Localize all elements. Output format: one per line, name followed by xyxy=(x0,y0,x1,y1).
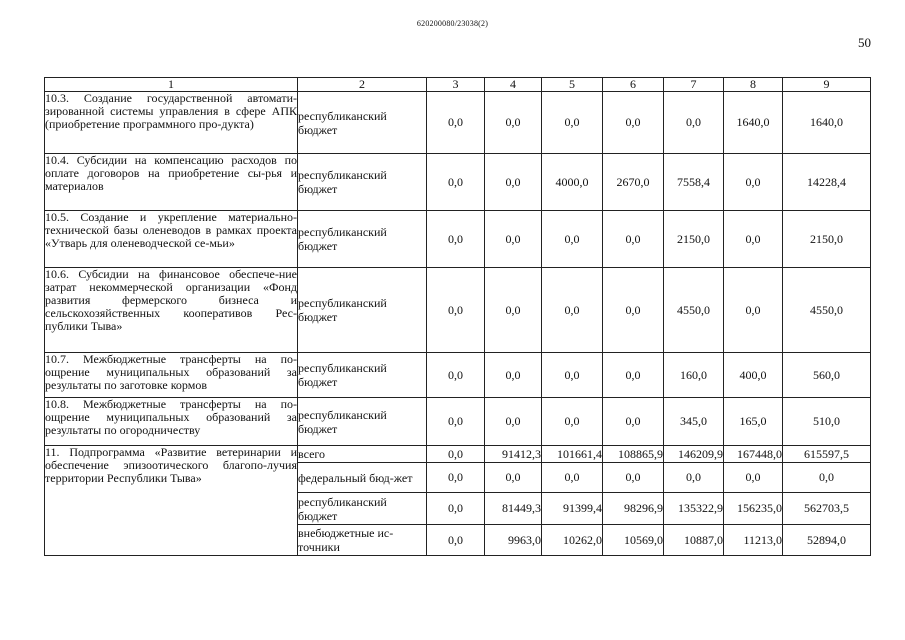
value-cell: 0,0 xyxy=(724,211,783,268)
value-cell: 0,0 xyxy=(542,463,603,493)
value-cell: 0,0 xyxy=(603,353,664,398)
value-cell: 10887,0 xyxy=(664,525,724,556)
value-cell: 11213,0 xyxy=(724,525,783,556)
value-cell: 2670,0 xyxy=(603,154,664,211)
value-cell: 10569,0 xyxy=(603,525,664,556)
value-cell: 562703,5 xyxy=(783,493,871,525)
column-header: 3 xyxy=(427,78,485,92)
funding-source: всего xyxy=(298,446,427,463)
value-cell: 0,0 xyxy=(427,353,485,398)
column-header: 7 xyxy=(664,78,724,92)
value-cell: 156235,0 xyxy=(724,493,783,525)
value-cell: 345,0 xyxy=(664,398,724,446)
value-cell: 91399,4 xyxy=(542,493,603,525)
value-cell: 0,0 xyxy=(724,463,783,493)
value-cell: 2150,0 xyxy=(783,211,871,268)
item-name: 10.7. Межбюджетные трансферты на по-ощрение муниципальных образований за результаты по заготовке кормов xyxy=(45,353,298,398)
value-cell: 0,0 xyxy=(542,92,603,154)
subprogram-name: 11. Подпрограмма «Развитие ветеринарии и обеспечение эпизоотического благопо-лучия территории Республики Тыва» xyxy=(45,446,298,556)
subprogram-row xyxy=(45,446,871,463)
value-cell: 101661,4 xyxy=(542,446,603,463)
value-cell: 0,0 xyxy=(603,398,664,446)
funding-source: федеральный бюд-жет xyxy=(298,463,427,493)
value-cell: 0,0 xyxy=(724,268,783,353)
value-cell: 0,0 xyxy=(427,154,485,211)
value-cell: 0,0 xyxy=(724,154,783,211)
value-cell: 0,0 xyxy=(485,398,542,446)
value-cell: 0,0 xyxy=(542,398,603,446)
value-cell: 0,0 xyxy=(427,92,485,154)
funding-source: внебюджетные ис-точники xyxy=(298,525,427,556)
value-cell: 510,0 xyxy=(783,398,871,446)
value-cell: 0,0 xyxy=(427,211,485,268)
value-cell: 10262,0 xyxy=(542,525,603,556)
value-cell: 615597,5 xyxy=(783,446,871,463)
column-header: 5 xyxy=(542,78,603,92)
value-cell: 91412,3 xyxy=(485,446,542,463)
value-cell: 1640,0 xyxy=(724,92,783,154)
value-cell: 108865,9 xyxy=(603,446,664,463)
value-cell: 4550,0 xyxy=(783,268,871,353)
value-cell: 0,0 xyxy=(542,353,603,398)
value-cell: 560,0 xyxy=(783,353,871,398)
document-id: 620200080/23038(2) xyxy=(416,19,489,28)
column-header-row xyxy=(45,78,871,92)
value-cell: 0,0 xyxy=(603,92,664,154)
value-cell: 0,0 xyxy=(427,493,485,525)
value-cell: 7558,4 xyxy=(664,154,724,211)
value-cell: 0,0 xyxy=(485,268,542,353)
column-header: 8 xyxy=(724,78,783,92)
value-cell: 160,0 xyxy=(664,353,724,398)
value-cell: 14228,4 xyxy=(783,154,871,211)
page-number: 50 xyxy=(858,35,871,50)
item-name: 10.8. Межбюджетные трансферты на по-ощрение муниципальных образований за результаты по огородничеству xyxy=(45,398,298,446)
funding-source: республиканский бюджет xyxy=(298,154,427,211)
value-cell: 52894,0 xyxy=(783,525,871,556)
value-cell: 0,0 xyxy=(427,525,485,556)
value-cell: 0,0 xyxy=(427,398,485,446)
budget-table xyxy=(44,77,871,556)
value-cell: 0,0 xyxy=(542,268,603,353)
value-cell: 0,0 xyxy=(603,211,664,268)
table-row xyxy=(45,92,871,154)
value-cell: 0,0 xyxy=(485,92,542,154)
column-header: 4 xyxy=(485,78,542,92)
value-cell: 4000,0 xyxy=(542,154,603,211)
value-cell: 165,0 xyxy=(724,398,783,446)
value-cell: 0,0 xyxy=(783,463,871,493)
item-name: 10.6. Субсидии на финансовое обеспече-ние затрат некоммерческой организации «Фонд развития фермерского бизнеса и сельскохозяйственных кооперативов Рес-публики Тыва» xyxy=(45,268,298,353)
column-header: 9 xyxy=(783,78,871,92)
value-cell: 98296,9 xyxy=(603,493,664,525)
value-cell: 2150,0 xyxy=(664,211,724,268)
funding-source: республиканский бюджет xyxy=(298,353,427,398)
value-cell: 0,0 xyxy=(485,154,542,211)
value-cell: 0,0 xyxy=(664,463,724,493)
table-row xyxy=(45,154,871,211)
table-row xyxy=(45,211,871,268)
value-cell: 0,0 xyxy=(485,211,542,268)
value-cell: 135322,9 xyxy=(664,493,724,525)
value-cell: 9963,0 xyxy=(485,525,542,556)
funding-source: республиканский бюджет xyxy=(298,398,427,446)
funding-source: республиканский бюджет xyxy=(298,92,427,154)
column-header: 1 xyxy=(45,78,298,92)
value-cell: 0,0 xyxy=(542,211,603,268)
value-cell: 0,0 xyxy=(664,92,724,154)
column-header: 2 xyxy=(298,78,427,92)
item-name: 10.3. Создание государственной автомати-зированной системы управления в сфере АПК (приобретение программного про-дукта) xyxy=(45,92,298,154)
value-cell: 0,0 xyxy=(603,463,664,493)
value-cell: 146209,9 xyxy=(664,446,724,463)
item-name: 10.4. Субсидии на компенсацию расходов по оплате договоров на приобретение сы-рья и материалов xyxy=(45,154,298,211)
value-cell: 1640,0 xyxy=(783,92,871,154)
value-cell: 0,0 xyxy=(427,268,485,353)
value-cell: 400,0 xyxy=(724,353,783,398)
value-cell: 4550,0 xyxy=(664,268,724,353)
table-row xyxy=(45,268,871,353)
value-cell: 0,0 xyxy=(427,463,485,493)
value-cell: 0,0 xyxy=(485,353,542,398)
funding-source: республиканский бюджет xyxy=(298,493,427,525)
item-name: 10.5. Создание и укрепление материально-технической базы оленеводов в рамках проекта «Утварь для оленеводческой се-мьи» xyxy=(45,211,298,268)
column-header: 6 xyxy=(603,78,664,92)
value-cell: 0,0 xyxy=(427,446,485,463)
funding-source: республиканский бюджет xyxy=(298,211,427,268)
value-cell: 167448,0 xyxy=(724,446,783,463)
funding-source: республиканский бюджет xyxy=(298,268,427,353)
value-cell: 0,0 xyxy=(485,463,542,493)
table-row xyxy=(45,353,871,398)
table-row xyxy=(45,398,871,446)
value-cell: 0,0 xyxy=(603,268,664,353)
value-cell: 81449,3 xyxy=(485,493,542,525)
